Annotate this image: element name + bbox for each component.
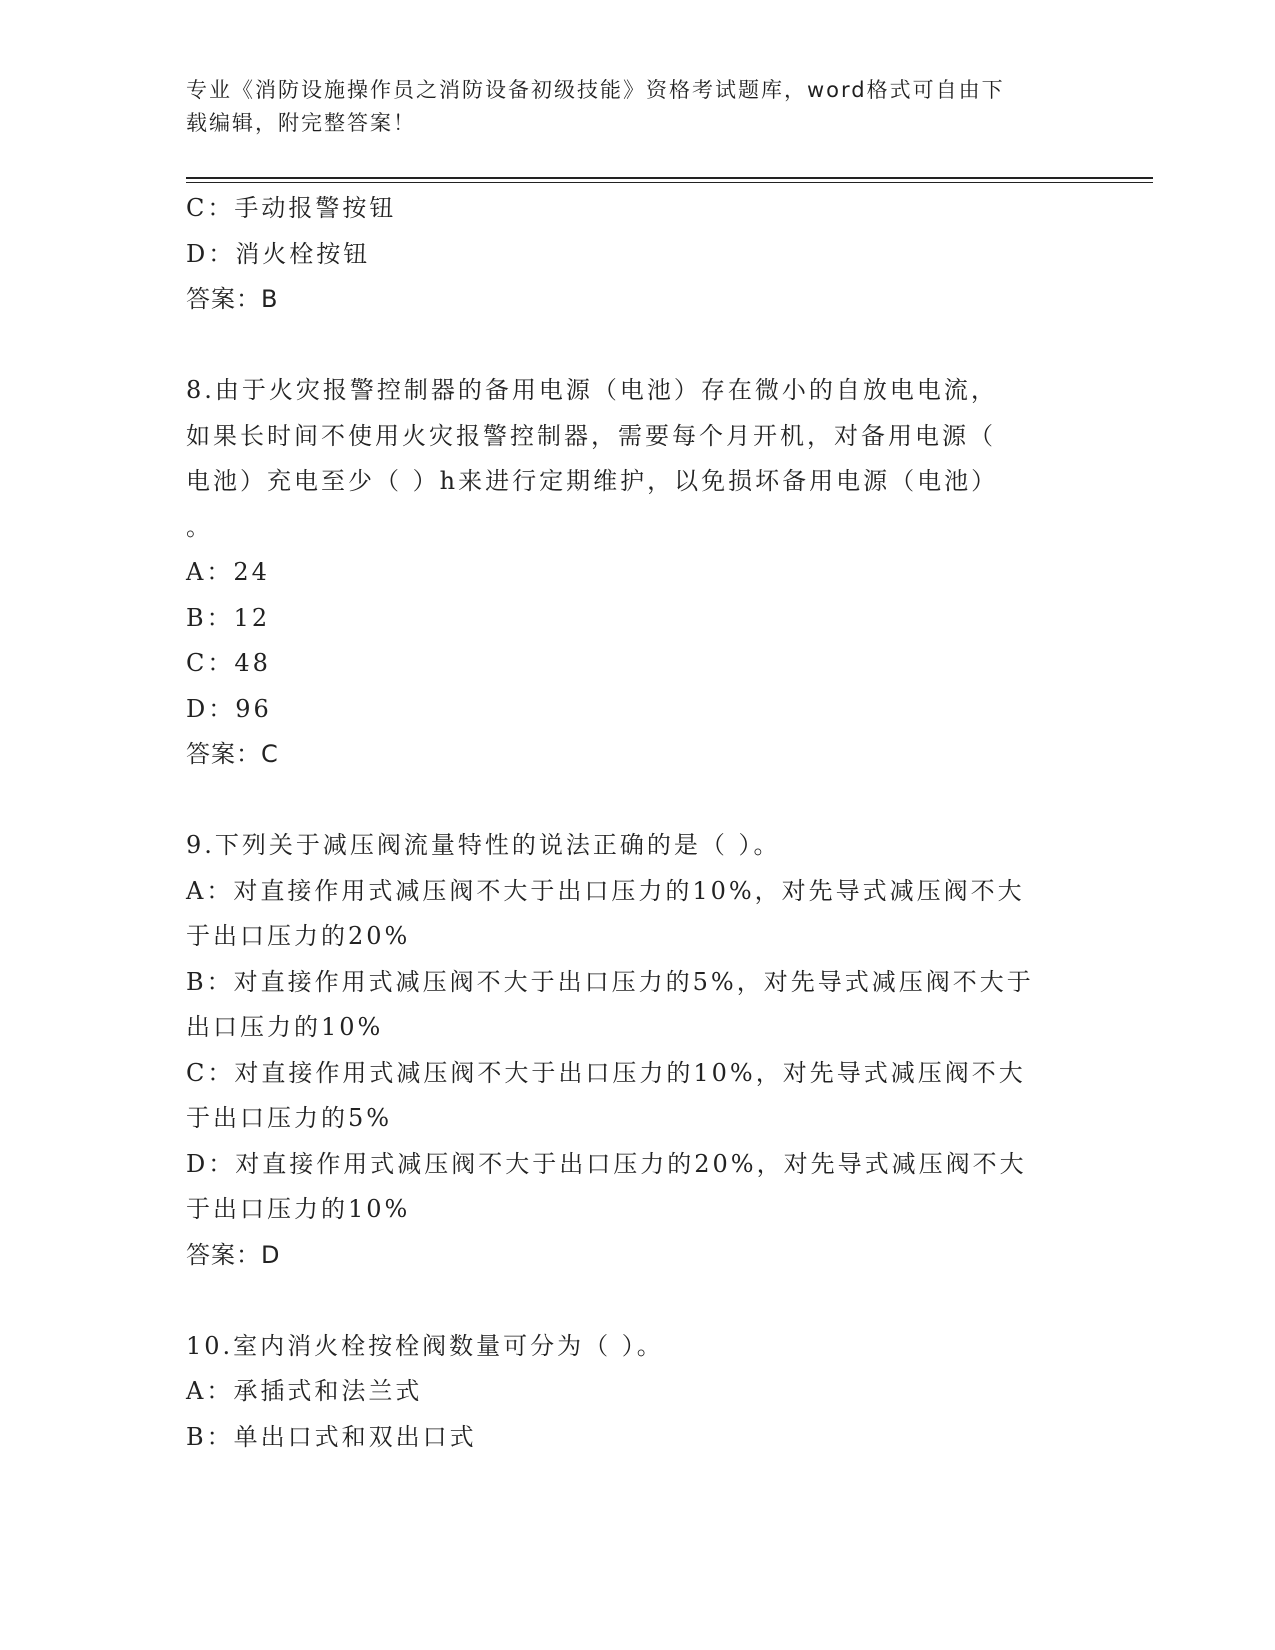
option-a-cont: 于出口压力的20%	[186, 922, 411, 950]
question-text-line: 8.由于火灾报警控制器的备用电源（电池）存在微小的自放电电流，	[186, 376, 998, 404]
option-d: D：对直接作用式减压阀不大于出口压力的20%，对先导式减压阀不大	[186, 1149, 1027, 1178]
option-d-cont: 于出口压力的10%	[186, 1195, 411, 1223]
answer: 答案：C	[186, 740, 279, 768]
question-text-line: 如果长时间不使用火灾报警控制器，需要每个月开机，对备用电源（	[186, 421, 996, 450]
question-9	[186, 823, 1086, 1278]
question-text-line: 9.下列关于减压阀流量特性的说法正确的是（ ）。	[186, 831, 781, 859]
option-a: A：对直接作用式减压阀不大于出口压力的10%，对先导式减压阀不大	[186, 876, 1025, 905]
question-10	[186, 1324, 1086, 1461]
option-c: C：对直接作用式减压阀不大于出口压力的10%，对先导式减压阀不大	[186, 1058, 1026, 1087]
option-c: C：48	[186, 649, 271, 677]
option-c-cont: 于出口压力的5%	[186, 1104, 393, 1132]
header-divider-thin	[186, 182, 1153, 183]
option-d: D：96	[186, 694, 272, 723]
answer: 答案：D	[186, 1240, 281, 1269]
answer: 答案：B	[186, 285, 279, 313]
option-a: A：承插式和法兰式	[186, 1377, 423, 1405]
document-header	[186, 74, 1066, 140]
option-b: B：对直接作用式减压阀不大于出口压力的5%，对先导式减压阀不大于	[186, 967, 1034, 996]
question-text-line: 10.室内消火栓按栓阀数量可分为（ ）。	[186, 1331, 664, 1360]
header-line-1: 专业《消防设施操作员之消防设备初级技能》资格考试题库，word格式可自由下	[186, 78, 1005, 102]
question-text-line: 。	[186, 512, 213, 541]
option-b-cont: 出口压力的10%	[186, 1013, 384, 1041]
header-line-2: 载编辑，附完整答案！	[186, 111, 416, 135]
option-c: C：手动报警按钮	[186, 194, 397, 222]
option-b: B：12	[186, 603, 271, 632]
question-text-line: 电池）充电至少（ ）h来进行定期维护，以免损坏备用电源（电池）	[186, 467, 999, 495]
document-body	[186, 186, 1086, 1460]
question-8	[186, 368, 1086, 778]
header-divider	[186, 177, 1153, 179]
option-a: A：24	[186, 558, 270, 586]
option-b: B：单出口式和双出口式	[186, 1422, 477, 1451]
option-d: D：消火栓按钮	[186, 239, 371, 268]
question-7	[186, 186, 1086, 323]
